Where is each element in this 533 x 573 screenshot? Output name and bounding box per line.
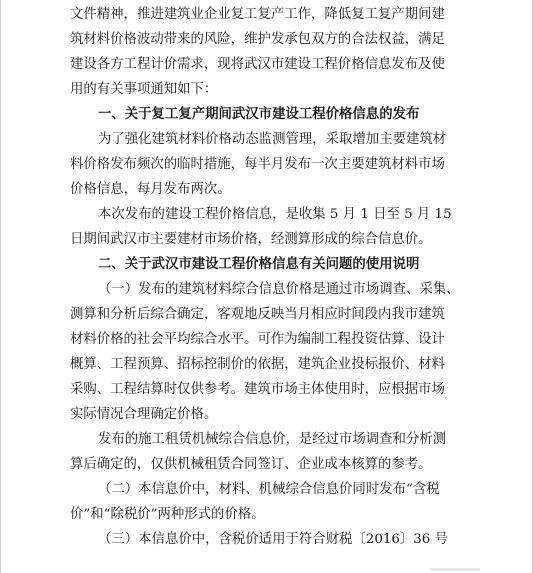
body-line-17: 实际情况合理确定价格。 xyxy=(70,407,218,422)
body-line-6: 为了强化建筑材料价格动态监测管理，采取增加主要建筑材 xyxy=(98,132,447,147)
body-line-22: （三）本信息价中，含税价适用于符合财税〔2016〕36 号 xyxy=(98,532,448,547)
body-line-21: 价”和“除税价”两种形式的价格。 xyxy=(70,507,265,522)
body-line-8: 价格信息，每月发布两次。 xyxy=(70,182,231,197)
body-line-19: 算后确定的，仅供机械租赁合同签订、企业成本核算的参考。 xyxy=(70,457,432,472)
body-line-9: 本次发布的建设工程价格信息，是收集 5 月 1 日至 5 月 15 xyxy=(98,207,452,222)
document-body xyxy=(70,2,470,552)
body-line-12: （一）发布的建筑材料综合信息价格是通过市场调查、采集、 xyxy=(98,282,460,297)
section-heading-2: 二、关于武汉市建设工程价格信息有关问题的使用说明 xyxy=(98,257,420,272)
body-line-3: 建设各方工程计价需求，现将武汉市建设工程价格信息发布及使 xyxy=(70,57,445,72)
body-line-7: 料价格发布频次的临时措施，每半月发布一次主要建筑材料市场 xyxy=(70,157,445,172)
body-line-4: 用的有关事项通知如下： xyxy=(70,82,218,97)
body-line-16: 采购、工程结算时仅供参考。建筑市场主体使用时，应根据市场 xyxy=(70,382,445,397)
page-border-left xyxy=(0,0,1,573)
body-line-1: 文件精神，推进建筑业企业复工复产工作，降低复工复产期间建 xyxy=(70,7,445,22)
section-heading-1: 一、关于复工复产期间武汉市建设工程价格信息的发布 xyxy=(98,107,420,122)
scroll-indicator xyxy=(430,568,480,571)
body-line-2: 筑材料价格波动带来的风险，维护发承包双方的合法权益，满足 xyxy=(70,32,445,47)
body-line-15: 概算、工程预算、招标控制价的依据，建筑企业投标报价、材料 xyxy=(70,357,445,372)
body-line-20: （二）本信息价中，材料、机械综合信息价同时发布“含税 xyxy=(98,482,440,497)
body-line-14: 材料价格的社会平均综合水平。可作为编制工程投资估算、设计 xyxy=(70,332,445,347)
body-line-18: 发布的施工租赁机械综合信息价，是经过市场调查和分析测 xyxy=(98,432,447,447)
body-line-13: 测算和分析后综合确定，客观地反映当月相应时间段内我市建筑 xyxy=(70,307,445,322)
body-line-10: 日期间武汉市主要建材市场价格，经测算形成的综合信息价。 xyxy=(70,232,432,247)
